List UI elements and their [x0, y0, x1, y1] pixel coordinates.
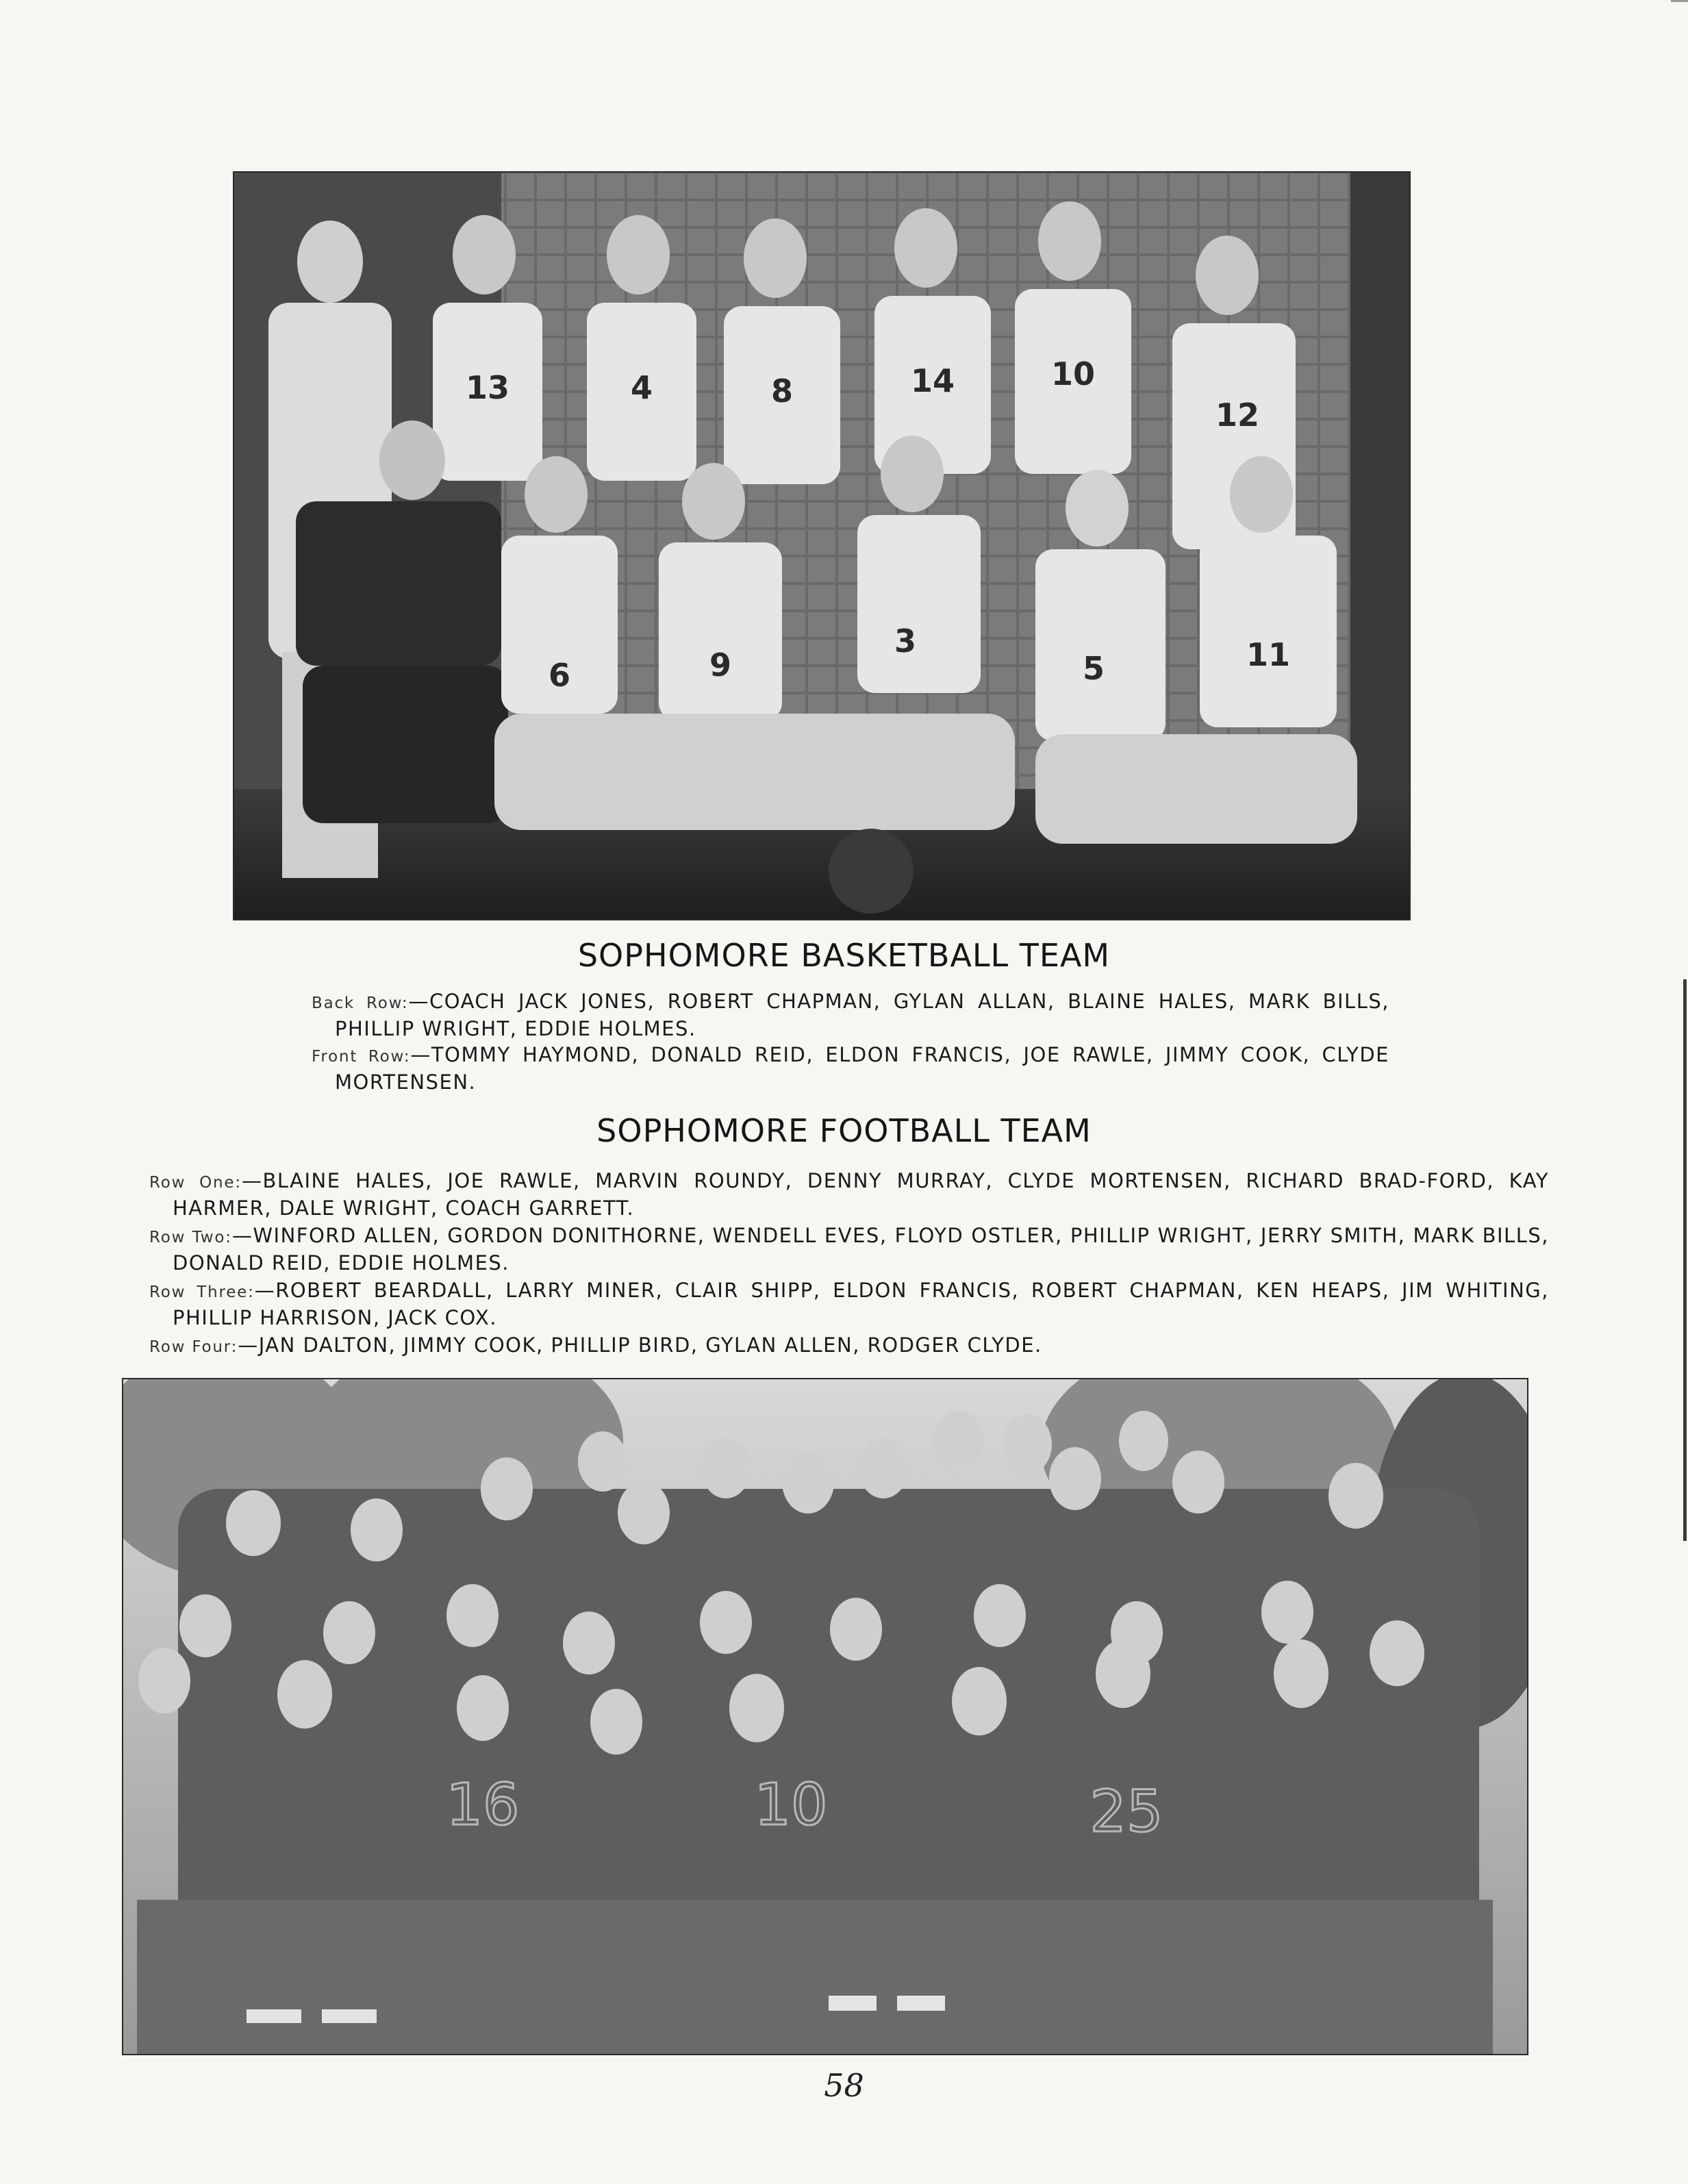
jersey-number: 11	[1246, 636, 1291, 673]
jersey-number: 8	[770, 373, 794, 410]
basketball-back-row-caption	[312, 989, 1389, 1042]
jersey-number: 13	[465, 369, 510, 406]
row-label: Row Two:	[149, 1229, 232, 1246]
jersey-number: 12	[1215, 397, 1260, 434]
jersey-number: 3	[894, 623, 917, 660]
row-label: Row Four:	[149, 1338, 238, 1356]
jersey-number: 9	[709, 647, 732, 683]
jersey-number: 5	[1082, 650, 1105, 687]
row-names: —BLAINE HALES, JOE RAWLE, MARVIN ROUNDY, DENNY MURRAY, CLYDE MORTENSEN, RICHARD BRAD-FORD, KAY HARMER, DALE WRIGHT, COACH GARRETT.	[173, 1169, 1549, 1220]
row-names: —ROBERT BEARDALL, LARRY MINER, CLAIR SHIPP, ELDON FRANCIS, ROBERT CHAPMAN, KEN HEAPS, JIM WHITING, PHILLIP HARRISON, JACK COX.	[173, 1279, 1549, 1329]
row-names: —COACH JACK JONES, ROBERT CHAPMAN, GYLAN ALLAN, BLAINE HALES, MARK BILLS, PHILLIP WRIGHT, EDDIE HOLMES.	[335, 990, 1390, 1040]
row-label: Back Row:	[312, 994, 409, 1012]
jersey-number: 16	[446, 1771, 520, 1838]
jersey-number: 14	[910, 362, 955, 399]
scan-edge-mark-top	[1671, 0, 1688, 2]
football-row-three-caption	[149, 1278, 1549, 1331]
row-names: —WINFORD ALLEN, GORDON DONITHORNE, WENDELL EVES, FLOYD OSTLER, PHILLIP WRIGHT, JERRY SMITH, MARK BILLS, DONALD REID, EDDIE HOLMES.	[173, 1224, 1549, 1275]
row-names: —JAN DALTON, JIMMY COOK, PHILLIP BIRD, GYLAN ALLEN, RODGER CLYDE.	[238, 1333, 1042, 1357]
football-row-two-caption	[149, 1223, 1549, 1276]
jersey-number: 10	[754, 1771, 828, 1838]
basketball-front-row-caption	[312, 1042, 1389, 1095]
row-label: Front Row:	[312, 1048, 411, 1066]
row-names: —TOMMY HAYMOND, DONALD REID, ELDON FRANCIS, JOE RAWLE, JIMMY COOK, CLYDE MORTENSEN.	[335, 1043, 1389, 1094]
jersey-number: 4	[630, 369, 653, 406]
football-row-one-caption	[149, 1168, 1549, 1221]
basketball-team-photo	[233, 171, 1411, 920]
jersey-number: 6	[548, 657, 571, 694]
jersey-number: 25	[1089, 1778, 1163, 1845]
row-label: Row Three:	[149, 1283, 255, 1301]
scan-edge-mark	[1683, 979, 1687, 1541]
jersey-number: 10	[1050, 355, 1096, 392]
football-title: SOPHOMORE FOOTBALL TEAM	[596, 1112, 1092, 1149]
football-row-four-caption	[149, 1333, 1549, 1360]
football-team-photo	[122, 1378, 1528, 2055]
row-label: Row One:	[149, 1174, 242, 1192]
page-number: 58	[824, 2067, 864, 2104]
basketball-title: SOPHOMORE BASKETBALL TEAM	[577, 937, 1111, 974]
